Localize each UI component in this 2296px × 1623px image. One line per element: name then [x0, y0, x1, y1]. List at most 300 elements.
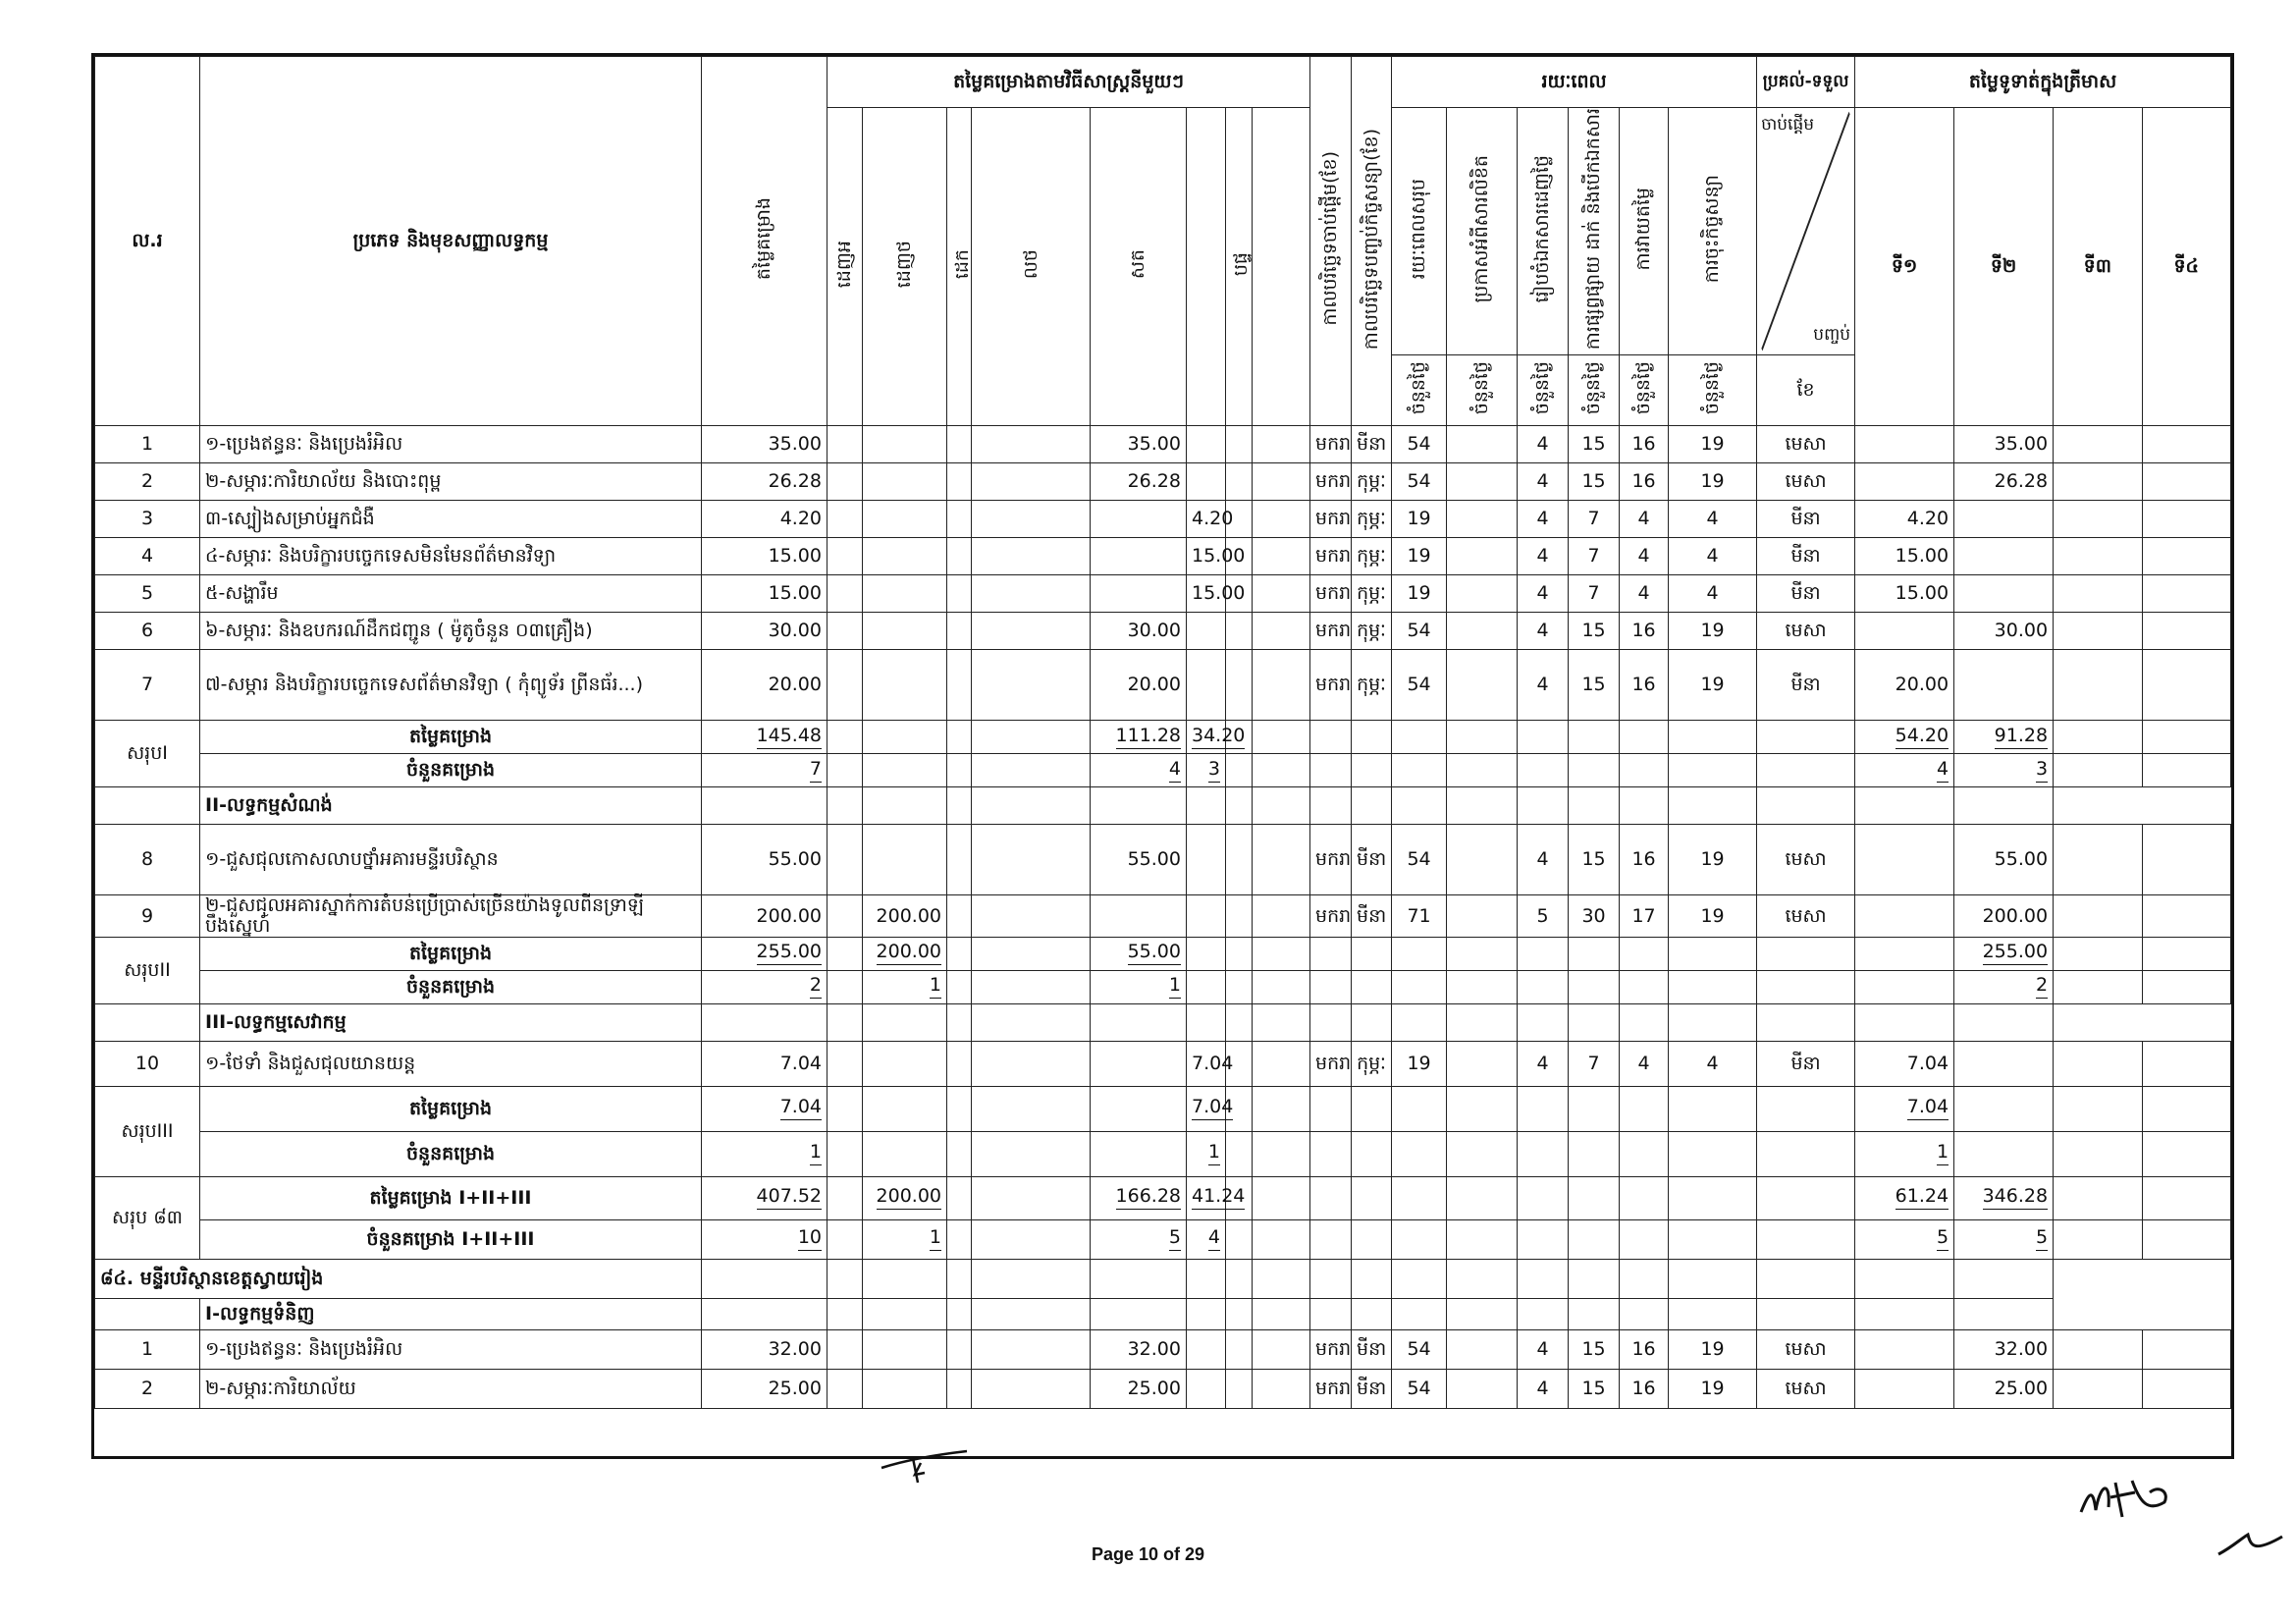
table-cell-empty — [947, 1176, 972, 1219]
table-cell-empty — [972, 1003, 1091, 1041]
row-receive-month: មីនា — [1757, 575, 1855, 613]
row-duration-1 — [1447, 895, 1518, 938]
row-estimate: 4.20 — [702, 501, 828, 538]
subtotal-cost-row — [95, 1086, 2231, 1131]
subtotal-cost-quarter-1-value: 7.04 — [1907, 1097, 1949, 1120]
table-cell-empty — [1620, 937, 1669, 970]
table-cell-empty — [1757, 970, 1855, 1003]
group-title: III-លទ្ធកម្មសេវាកម្ម — [200, 1003, 702, 1041]
table-cell-empty — [1669, 1298, 1757, 1329]
row-source-5 — [1187, 895, 1226, 938]
subtotal-cost-quarter-1-value: 54.20 — [1896, 726, 1949, 749]
row-source-4 — [1091, 501, 1187, 538]
table-cell-empty — [863, 1298, 947, 1329]
table-row — [95, 895, 2231, 938]
row-duration-2: 4 — [1518, 1369, 1569, 1408]
row-source-5: 15.00 — [1187, 575, 1226, 613]
subtotal-count-source-0 — [828, 1219, 863, 1259]
subtotal-count-source-1 — [863, 970, 947, 1003]
table-cell-empty — [1226, 754, 1253, 787]
table-cell-empty — [947, 1086, 972, 1131]
subtotal-cost-estimate — [702, 937, 828, 970]
row-receive-month: មីនា — [1757, 650, 1855, 721]
table-cell-empty — [1447, 1131, 1518, 1176]
table-cell-empty — [1447, 1259, 1518, 1298]
subtotal-count-quarter-2 — [1954, 1219, 2054, 1259]
header-source-blank — [1187, 108, 1226, 426]
row-duration-5: 4 — [1669, 575, 1757, 613]
subtotal-cost-source-4 — [1091, 1176, 1187, 1219]
table-row — [95, 426, 2231, 463]
row-source-5 — [1187, 1369, 1226, 1408]
table-cell-empty — [947, 721, 972, 754]
row-duration-5: 19 — [1669, 1329, 1757, 1369]
table-cell-empty — [1352, 1003, 1392, 1041]
subtotal-cost-source-5 — [1187, 721, 1246, 754]
table-cell-empty — [1757, 1003, 1855, 1041]
table-cell-empty — [1310, 1086, 1352, 1131]
row-quarter-2 — [1954, 575, 2054, 613]
table-cell-empty — [1352, 1219, 1392, 1259]
header-days-unit-3-label: ចំនួនថ្ងៃ — [1582, 361, 1605, 415]
subtotal-count-source-7 — [1253, 970, 1310, 1003]
row-quarter-2: 25.00 — [1954, 1369, 2054, 1408]
header-source-0 — [828, 108, 863, 426]
page-number: Page 10 of 29 — [1091, 1544, 1205, 1564]
subtotal-count-quarter-2-value: 5 — [2036, 1227, 2048, 1251]
subtotal-count-estimate-value: 2 — [810, 975, 822, 999]
table-cell-empty — [1569, 1259, 1620, 1298]
table-cell-empty — [1855, 1259, 1954, 1298]
table-cell-empty — [1187, 1259, 1226, 1298]
row-duration-4: 16 — [1620, 463, 1669, 501]
table-cell-empty — [863, 1003, 947, 1041]
table-cell-empty — [947, 1131, 972, 1176]
row-duration-0: 54 — [1392, 1329, 1447, 1369]
subtotal-cost-source-0 — [828, 937, 863, 970]
row-end-month: កុម្ភៈ — [1352, 538, 1392, 575]
subtotal-count-estimate — [702, 1219, 828, 1259]
row-quarter-3 — [2054, 895, 2142, 938]
section-subtitle-row — [95, 1298, 2231, 1329]
row-start-month: មករា — [1310, 501, 1352, 538]
header-days-unit-1-label: ចំនួនថ្ងៃ — [1470, 361, 1493, 415]
subtotal-count-row — [95, 1131, 2231, 1176]
table-cell-empty — [1226, 1219, 1253, 1259]
row-source-0 — [828, 825, 863, 895]
row-quarter-2 — [1954, 650, 2054, 721]
table-cell-empty — [1091, 1259, 1187, 1298]
row-duration-0: 19 — [1392, 538, 1447, 575]
row-duration-1 — [1447, 1369, 1518, 1408]
row-source-blank — [1226, 650, 1253, 721]
subtotal-count-quarter-2 — [1954, 970, 2054, 1003]
subtotal-cost-source-7 — [1253, 937, 1310, 970]
header-days-unit-0-label: ចំនួនថ្ងៃ — [1408, 361, 1430, 415]
subtotal-count-source-5 — [1187, 970, 1226, 1003]
row-duration-2: 4 — [1518, 1041, 1569, 1086]
subtotal-cost-estimate-value: 255.00 — [757, 942, 822, 965]
subtotal-count-quarter-4 — [2142, 1131, 2230, 1176]
subtotal-cost-quarter-1 — [1855, 721, 1954, 754]
header-source-2-label: ដេក — [951, 249, 973, 280]
header-quarter-3: ទី៣ — [2054, 108, 2142, 426]
subtotal-count-source-5-value: 3 — [1208, 759, 1220, 783]
table-row — [95, 825, 2231, 895]
row-source-5 — [1187, 1329, 1226, 1369]
row-source-blank — [1226, 895, 1253, 938]
row-source-blank — [947, 1041, 972, 1086]
table-cell-empty — [972, 787, 1091, 825]
row-start-month: មករា — [1310, 538, 1352, 575]
row-quarter-2: 200.00 — [1954, 895, 2054, 938]
subtotal-count-source-4 — [1091, 754, 1187, 787]
section-title-row — [95, 1259, 2231, 1298]
row-quarter-4 — [2142, 1041, 2230, 1086]
table-cell-empty — [1392, 787, 1447, 825]
row-no: 4 — [95, 538, 200, 575]
subtotal-count-quarter-2 — [1954, 754, 2054, 787]
subtotal-cost-estimate-value: 145.48 — [757, 726, 822, 749]
row-source-blank — [972, 895, 1091, 938]
subtotal-cost-quarter-4 — [2142, 721, 2230, 754]
table-cell-empty — [1855, 787, 1954, 825]
row-quarter-4 — [2142, 426, 2230, 463]
table-cell-empty — [1620, 1259, 1669, 1298]
row-end-month: មីនា — [1352, 825, 1392, 895]
table-cell-empty — [1447, 1298, 1518, 1329]
row-source-1 — [863, 575, 947, 613]
table-cell-empty — [1669, 754, 1757, 787]
subtotal-cost-source-5 — [1187, 1176, 1246, 1219]
header-duration-col-0-label: រយៈពេលសរុប — [1408, 178, 1430, 280]
row-quarter-3 — [2054, 538, 2142, 575]
table-cell-empty — [1569, 937, 1620, 970]
row-no: 3 — [95, 501, 200, 538]
subtotal-count-quarter-1 — [1855, 754, 1954, 787]
row-source-7 — [1253, 538, 1310, 575]
row-duration-2: 4 — [1518, 650, 1569, 721]
row-duration-1 — [1447, 1041, 1518, 1086]
row-quarter-2: 26.28 — [1954, 463, 2054, 501]
row-source-7 — [1253, 1329, 1310, 1369]
subtotal-cost-quarter-2 — [1954, 721, 2054, 754]
row-source-1 — [863, 463, 947, 501]
table-cell-empty — [1620, 787, 1669, 825]
row-quarter-1 — [1855, 463, 1954, 501]
subtotal-count-row — [95, 970, 2231, 1003]
row-receive-month: មេសា — [1757, 895, 1855, 938]
table-cell-empty — [1091, 1003, 1187, 1041]
subtotal-count-source-7 — [1253, 1219, 1310, 1259]
header-duration-col-3 — [1569, 108, 1620, 355]
row-quarter-4 — [2142, 895, 2230, 938]
table-cell-empty — [1518, 937, 1569, 970]
subtotal-count-source-7 — [1253, 1131, 1310, 1176]
table-cell-empty — [1392, 970, 1447, 1003]
table-cell-empty — [1352, 787, 1392, 825]
row-duration-4: 16 — [1620, 650, 1669, 721]
row-start-month: មករា — [1310, 426, 1352, 463]
table-cell-empty — [828, 1298, 863, 1329]
row-source-blank — [972, 426, 1091, 463]
row-no: 1 — [95, 1329, 200, 1369]
table-cell-empty — [1518, 721, 1569, 754]
row-duration-5: 4 — [1669, 538, 1757, 575]
row-duration-1 — [1447, 825, 1518, 895]
header-days-unit-0 — [1392, 355, 1447, 426]
header-days-unit-2 — [1518, 355, 1569, 426]
row-duration-5: 19 — [1669, 1369, 1757, 1408]
row-source-7 — [1253, 613, 1310, 650]
row-quarter-1 — [1855, 426, 1954, 463]
table-cell-empty — [1226, 1131, 1253, 1176]
table-cell-empty — [1392, 1176, 1447, 1219]
table-cell-empty — [1226, 1003, 1253, 1041]
row-start-month: មករា — [1310, 1369, 1352, 1408]
header-source-2 — [947, 108, 972, 426]
table-cell-empty — [1669, 1259, 1757, 1298]
row-source-blank — [947, 463, 972, 501]
subtotal-cost-source-1 — [863, 1176, 947, 1219]
subtotal-cost-quarter-2 — [1954, 937, 2054, 970]
row-source-7 — [1253, 575, 1310, 613]
row-description — [200, 895, 702, 938]
header-duration-col-2-label: រៀបចំឯកសារដេញថ្លៃ — [1531, 154, 1554, 303]
header-receive: ប្រគល់-ទទួល — [1757, 57, 1855, 108]
row-quarter-2: 35.00 — [1954, 426, 2054, 463]
row-description: ១-ថែទាំ និងជួសជុលយានយន្ត — [200, 1041, 702, 1086]
subtotal-count-source-4 — [1091, 1131, 1187, 1176]
subtotal-cost-source-0 — [828, 1086, 863, 1131]
table-cell-empty — [1447, 1176, 1518, 1219]
row-receive-month: មេសា — [1757, 613, 1855, 650]
row-receive-month: មេសា — [1757, 426, 1855, 463]
row-source-1 — [863, 538, 947, 575]
procurement-plan-sheet — [91, 53, 2234, 1459]
table-cell-empty — [1518, 1219, 1569, 1259]
header-duration-col-4-label: ការវាយតម្លៃ — [1632, 187, 1655, 271]
table-cell-empty — [972, 970, 1091, 1003]
subtotal-count-source-1 — [863, 1131, 947, 1176]
row-quarter-3 — [2054, 825, 2142, 895]
table-cell-empty — [1569, 787, 1620, 825]
row-source-0 — [828, 538, 863, 575]
row-estimate: 30.00 — [702, 613, 828, 650]
subtotal-count-source-0 — [828, 970, 863, 1003]
row-end-month: កុម្ភៈ — [1352, 650, 1392, 721]
row-receive-month: មេសា — [1757, 1329, 1855, 1369]
row-description: ៥-សង្ហារឹម — [200, 575, 702, 613]
row-duration-1 — [1447, 1329, 1518, 1369]
table-cell-empty — [1757, 754, 1855, 787]
row-duration-1 — [1447, 463, 1518, 501]
row-start-month: មករា — [1310, 463, 1352, 501]
subtotal-count-estimate — [702, 754, 828, 787]
table-cell-empty — [1518, 1298, 1569, 1329]
subtotal-cost-label: តម្លៃគម្រោង — [200, 721, 702, 754]
row-source-7 — [1253, 426, 1310, 463]
table-cell-empty — [1392, 721, 1447, 754]
subtotal-cost-source-5-value: 7.04 — [1192, 1097, 1233, 1120]
row-source-4: 25.00 — [1091, 1369, 1187, 1408]
subtotal-cost-source-5-value: 41.24 — [1192, 1186, 1245, 1210]
subtotal-label: សរុបII — [95, 937, 200, 1003]
table-cell-empty — [1091, 787, 1187, 825]
header-days-unit-4 — [1620, 355, 1669, 426]
table-cell-empty — [972, 1176, 1091, 1219]
subtotal-cost-quarter-4 — [2142, 1086, 2230, 1131]
table-cell-empty — [1518, 1176, 1569, 1219]
row-end-month: កុម្ភៈ — [1352, 1041, 1392, 1086]
subtotal-cost-quarter-4 — [2142, 1176, 2230, 1219]
row-duration-3: 7 — [1569, 1041, 1620, 1086]
row-duration-2: 4 — [1518, 426, 1569, 463]
table-cell-empty — [1855, 1003, 1954, 1041]
row-source-5 — [1187, 650, 1226, 721]
row-quarter-1 — [1855, 613, 1954, 650]
subtotal-count-quarter-3 — [2054, 1219, 2142, 1259]
table-cell-empty — [1310, 1131, 1352, 1176]
subtotal-count-quarter-1 — [1855, 970, 1954, 1003]
row-source-blank — [972, 538, 1091, 575]
table-cell-empty — [1392, 754, 1447, 787]
subtotal-cost-quarter-1 — [1855, 1176, 1954, 1219]
subtotal-cost-source-0 — [828, 1176, 863, 1219]
row-source-blank — [1226, 1329, 1253, 1369]
corner-mark — [2214, 1517, 2287, 1566]
row-duration-2: 4 — [1518, 825, 1569, 895]
row-quarter-2: 32.00 — [1954, 1329, 2054, 1369]
row-end-month: កុម្ភៈ — [1352, 501, 1392, 538]
table-cell-empty — [95, 1003, 200, 1041]
subtotal-count-source-7 — [1253, 754, 1310, 787]
row-no: 2 — [95, 463, 200, 501]
row-source-4 — [1091, 538, 1187, 575]
subtotal-cost-label: តម្លៃគម្រោង — [200, 937, 702, 970]
table-cell-empty — [828, 1003, 863, 1041]
row-receive-month: មេសា — [1757, 463, 1855, 501]
table-cell-empty — [1253, 787, 1310, 825]
subtotal-cost-quarter-2-value: 346.28 — [1983, 1186, 2048, 1210]
row-duration-3: 30 — [1569, 895, 1620, 938]
table-cell-empty — [1569, 1131, 1620, 1176]
header-end-month — [1352, 57, 1392, 426]
row-no: 9 — [95, 895, 200, 938]
table-cell-empty — [1569, 754, 1620, 787]
header-duration-col-5-label: ការចុះកិច្ចសន្យា — [1701, 175, 1724, 284]
subtotal-cost-source-1-value: 200.00 — [877, 1186, 941, 1210]
row-quarter-1: 15.00 — [1855, 538, 1954, 575]
table-cell-empty — [1954, 1298, 2054, 1329]
row-source-4 — [1091, 575, 1187, 613]
row-duration-3: 15 — [1569, 613, 1620, 650]
row-source-4: 26.28 — [1091, 463, 1187, 501]
subtotal-cost-source-4-value: 111.28 — [1116, 726, 1181, 749]
header-days-unit-2-label: ចំនួនថ្ងៃ — [1531, 361, 1554, 415]
subtotal-cost-source-5 — [1187, 937, 1226, 970]
header-days-unit-5 — [1669, 355, 1757, 426]
table-cell-empty — [1757, 1259, 1855, 1298]
table-cell-empty — [972, 1086, 1091, 1131]
table-cell-empty — [1253, 1298, 1310, 1329]
table-cell-empty — [863, 1259, 947, 1298]
header-estimate — [702, 57, 828, 426]
subtotal-cost-quarter-1-value: 61.24 — [1896, 1186, 1949, 1210]
table-cell-empty — [1620, 1086, 1669, 1131]
table-cell-empty — [972, 937, 1091, 970]
row-quarter-4 — [2142, 650, 2230, 721]
table-cell-empty — [1447, 754, 1518, 787]
row-source-1 — [863, 650, 947, 721]
table-cell-empty — [1757, 1219, 1855, 1259]
table-row — [95, 650, 2231, 721]
subtotal-cost-row — [95, 721, 2231, 754]
row-source-blank — [947, 575, 972, 613]
row-receive-month: មីនា — [1757, 1041, 1855, 1086]
table-cell-empty — [1253, 1003, 1310, 1041]
subtotal-count-quarter-1-value: 1 — [1937, 1142, 1949, 1165]
row-duration-1 — [1447, 538, 1518, 575]
row-end-month: កុម្ភៈ — [1352, 613, 1392, 650]
table-cell-empty — [1392, 1259, 1447, 1298]
row-source-4: 30.00 — [1091, 613, 1187, 650]
subtotal-count-source-1 — [863, 754, 947, 787]
row-start-month: មករា — [1310, 1041, 1352, 1086]
row-end-month: កុម្ភៈ — [1352, 463, 1392, 501]
subtotal-count-quarter-2 — [1954, 1131, 2054, 1176]
header-quarter-4: ទី៤ — [2142, 108, 2230, 426]
table-cell-empty — [95, 787, 200, 825]
row-source-1 — [863, 501, 947, 538]
table-cell-empty — [972, 1298, 1091, 1329]
row-description: ១-ជួសជុលកោសលាបថ្នាំអគារមន្ទីរបរិស្ថាន — [200, 825, 702, 895]
table-cell-empty — [1855, 1298, 1954, 1329]
row-description: ៧-សម្ភារ និងបរិក្ខារបច្ចេកទេសព័ត៌មានវិទ្យា ( កុំព្យូទ័រ ព្រីនធ័រ...) — [200, 650, 702, 721]
row-source-blank — [947, 538, 972, 575]
header-start-month — [1310, 57, 1352, 426]
header-days-unit-3 — [1569, 355, 1620, 426]
row-source-blank — [1226, 825, 1253, 895]
row-duration-0: 54 — [1392, 426, 1447, 463]
row-duration-0: 19 — [1392, 1041, 1447, 1086]
row-source-blank — [972, 501, 1091, 538]
row-duration-3: 7 — [1569, 501, 1620, 538]
table-cell-empty — [1669, 1131, 1757, 1176]
row-duration-5: 19 — [1669, 895, 1757, 938]
row-duration-0: 54 — [1392, 825, 1447, 895]
table-cell-empty — [1757, 937, 1855, 970]
table-cell-empty — [1310, 1259, 1352, 1298]
row-source-blank — [947, 825, 972, 895]
table-cell-empty — [947, 1219, 972, 1259]
table-row — [95, 575, 2231, 613]
table-row — [95, 613, 2231, 650]
row-receive-month: មីនា — [1757, 501, 1855, 538]
row-duration-2: 4 — [1518, 1329, 1569, 1369]
row-source-7 — [1253, 1041, 1310, 1086]
subtotal-count-quarter-4 — [2142, 970, 2230, 1003]
row-source-4 — [1091, 895, 1187, 938]
row-source-blank — [972, 463, 1091, 501]
row-source-blank — [947, 613, 972, 650]
subtotal-cost-source-4 — [1091, 937, 1187, 970]
row-estimate: 25.00 — [702, 1369, 828, 1408]
row-estimate: 200.00 — [702, 895, 828, 938]
table-cell-empty — [1447, 721, 1518, 754]
header-duration-col-1-label: ប្រកាសអំពីសារលិខិត — [1470, 154, 1493, 303]
row-end-month: មីនា — [1352, 895, 1392, 938]
